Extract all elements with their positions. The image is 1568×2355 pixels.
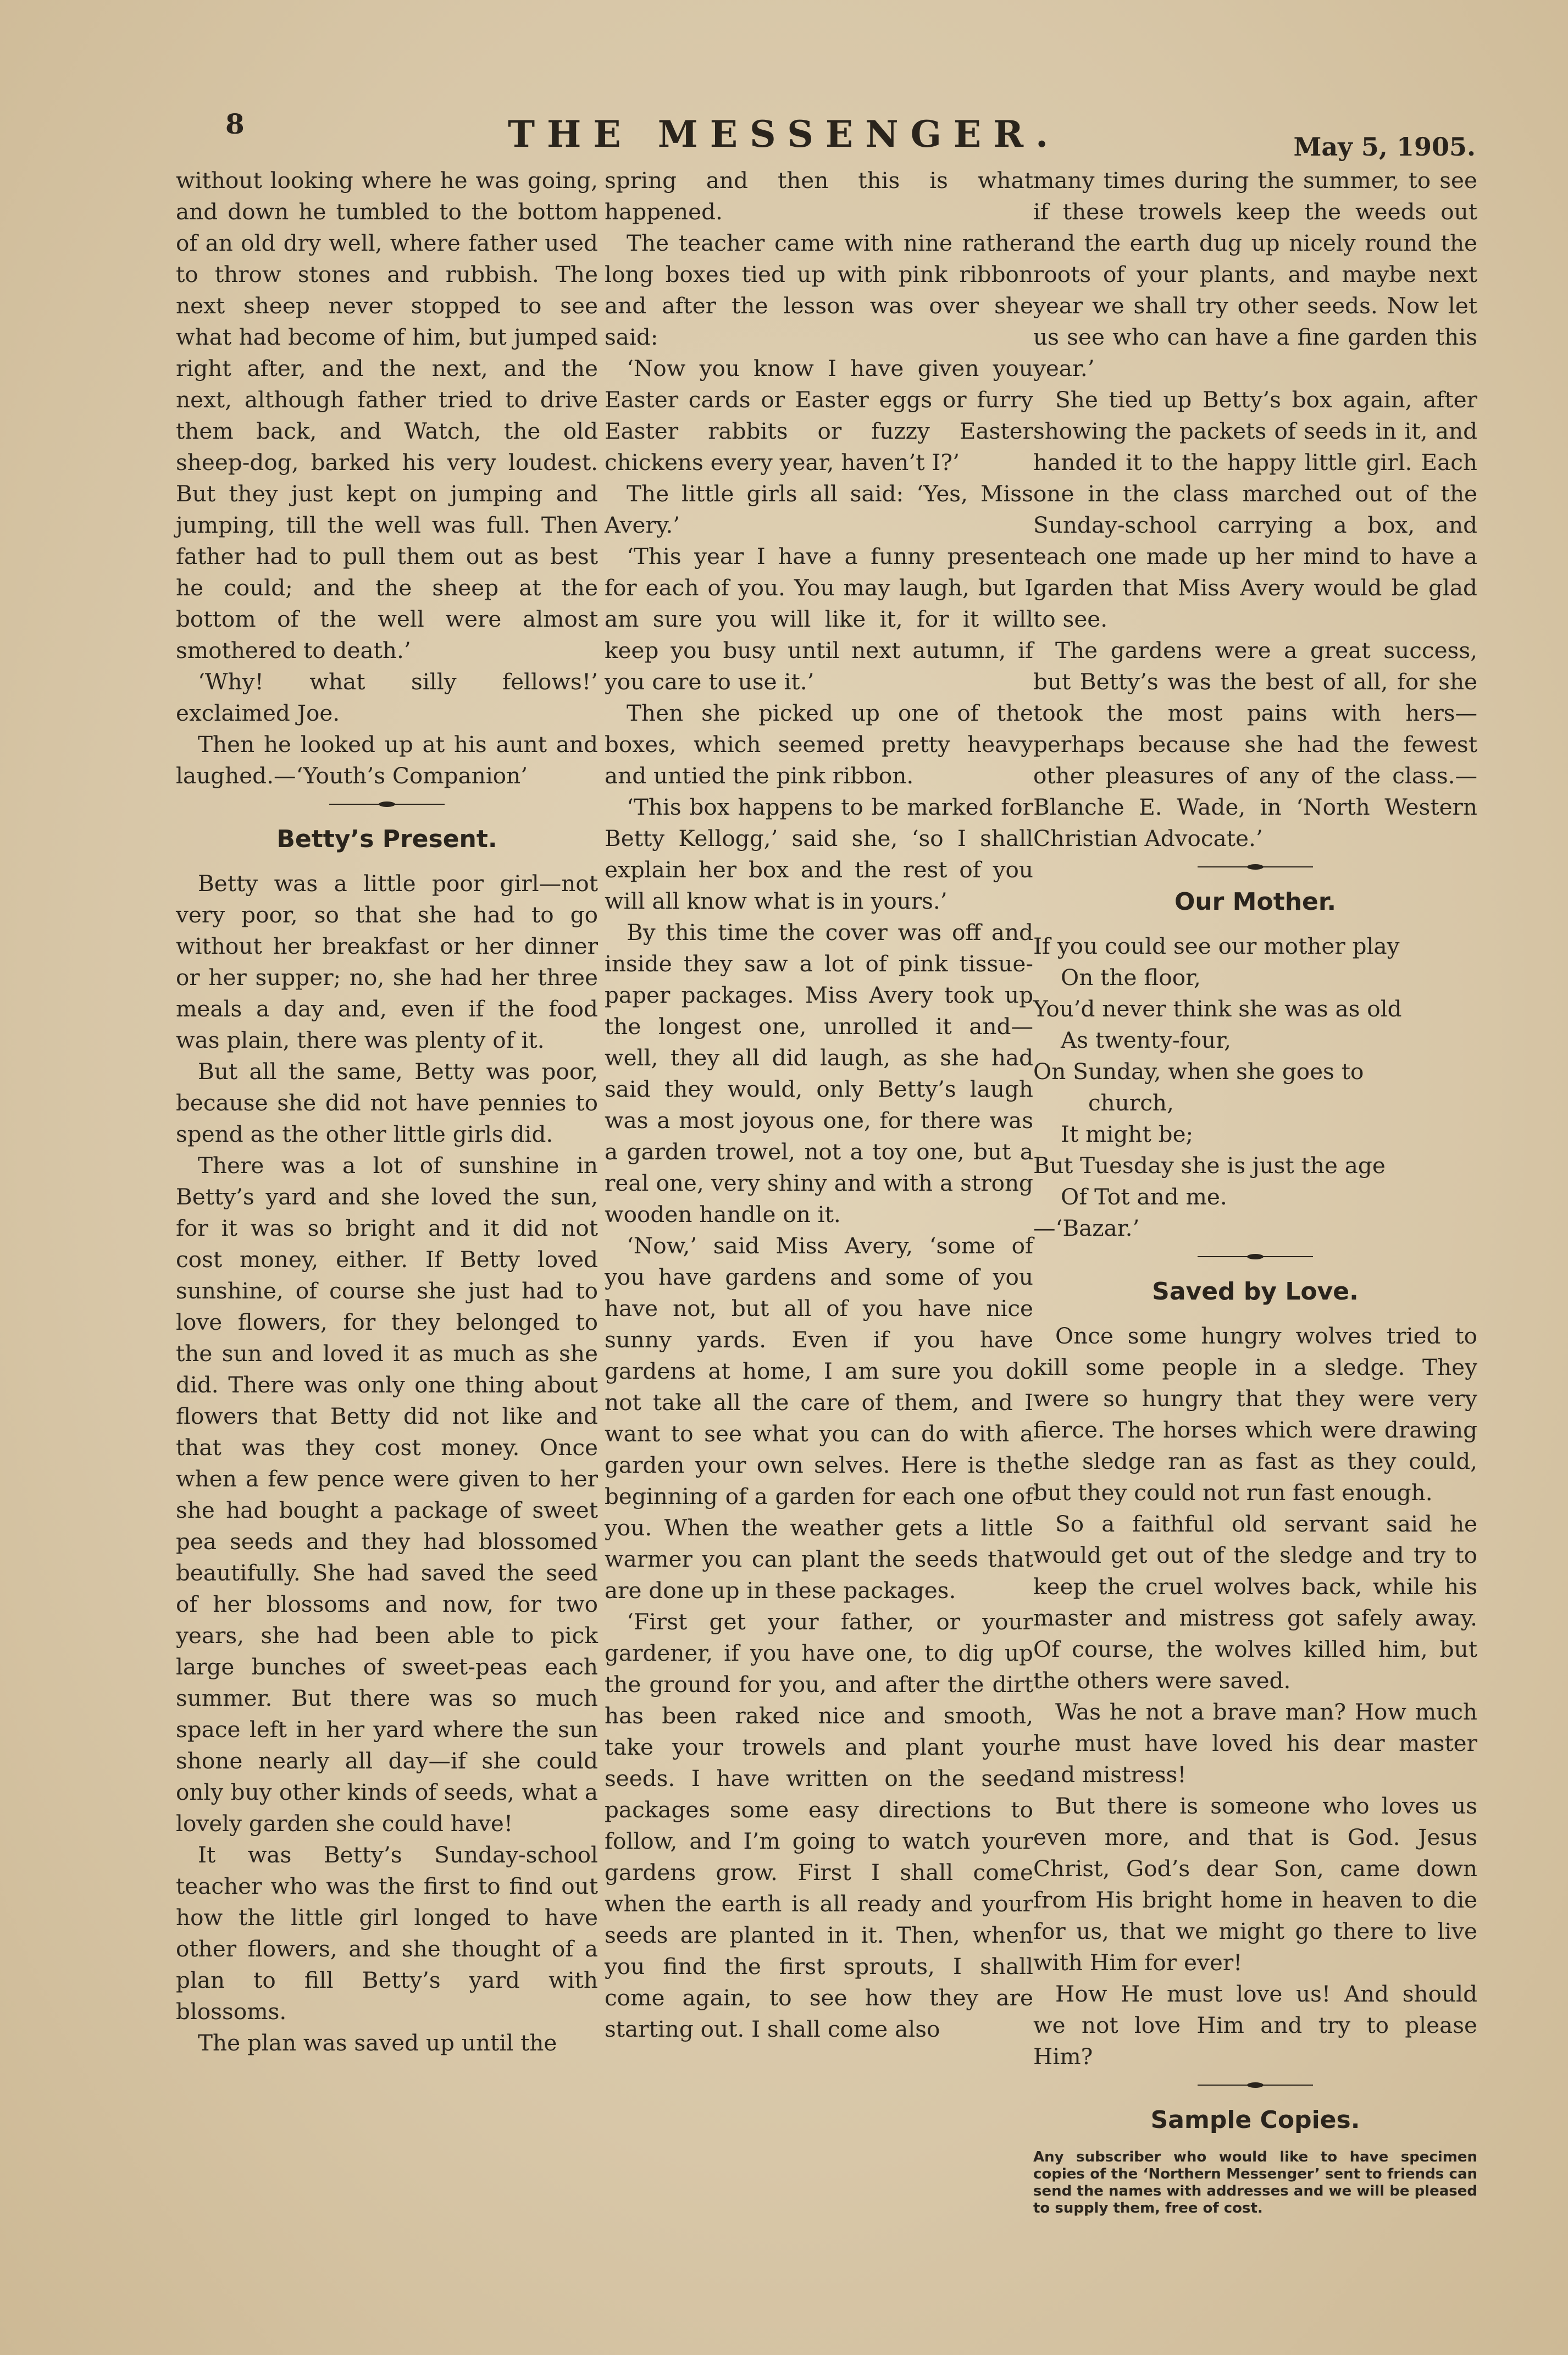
article-heading-sample-copies: Sample Copies.: [1150, 2106, 1360, 2134]
paragraph: ‘Why! what silly fellows!’ exclaimed Joe.: [176, 668, 598, 726]
paragraph: But there is someone who loves us even more, and that is God. Jesus Christ, God’s dear Son, came down from His bright home in heaven to die for us, that we might go there to live with Him for ever!: [1033, 1793, 1477, 1976]
article-heading-bettys-present: Betty’s Present.: [276, 825, 497, 853]
paragraph: The little girls all said: ‘Yes, Miss Avery.’: [605, 480, 1033, 538]
paragraph: ‘Now,’ said Miss Avery, ‘some of you have gardens and some of you have not, but all of you have nice sunny yards. Even if you have gardens at home, I am sure you do not take all the care of them, and I want to see what you can do with a garden your own selves. Here is the beginning of a garden for each one of you. When the weather gets a little warmer you can plant the seeds that are done up in these packages.: [605, 1232, 1033, 1604]
section-divider: [329, 801, 445, 807]
paragraph: There was a lot of sunshine in Betty’s yard and she loved the sun, for it was so bright and it did not cost money, either. If Betty loved sunshine, of course she just had to love flowers, for they belonged to the sun and loved it as much as she did. There was only one thing about flowers that Betty did not like and that was they cost money. Once when a few pence were given to her she had bought a package of sweet pea seeds and they had blossomed beautifully. She had saved the seed of her blossoms and now, for two years, she had been able to pick large bunches of sweet-peas each summer. But there was so much space left in her yard where the sun shone nearly all day—if she could only buy other kinds of seeds, what a lovely garden she could have!: [176, 1152, 598, 1837]
column-1: [176, 165, 598, 2059]
paragraph: ‘Now you know I have given you Easter cards or Easter eggs or furry Easter rabbits or fuzzy Easter chickens every year, haven’t I?’: [605, 355, 1033, 476]
paragraph: The teacher came with nine rather long boxes tied up with pink ribbon and after the lesson was over she said:: [605, 230, 1033, 350]
paragraph: ‘This box happens to be marked for Betty Kellogg,’ said she, ‘so I shall explain her box and the rest of you will all know what is in yours.’: [605, 794, 1033, 914]
paragraph: Then he looked up at his aunt and laughed.—‘Youth’s Companion’: [176, 731, 598, 789]
paragraph: ‘This year I have a funny present for each of you. You may laugh, but I am sure you will like it, for it will keep you busy until next autumn, if you care to use it.’: [605, 543, 1033, 695]
page-header: [0, 0, 1568, 165]
paragraph: How He must love us! And should we not love Him and try to please Him?: [1033, 1981, 1477, 2070]
paragraph: The plan was saved up until the: [198, 2030, 557, 2056]
column-2: [605, 165, 1033, 2045]
paragraph: spring and then this is what happened.: [605, 167, 1033, 225]
article-heading-our-mother: Our Mother.: [1174, 888, 1337, 916]
paragraph: Betty was a little poor girl—not very poor, so that she had to go without her breakfast or her dinner or her supper; no, she had her three meals a day and, even if the food was plain, there was plenty of it.: [176, 870, 598, 1053]
column-3: [1033, 165, 1477, 2217]
section-divider: [1198, 2082, 1313, 2088]
page-number: 8: [225, 108, 245, 140]
issue-date: May 5, 1905.: [1293, 132, 1476, 162]
paragraph: By this time the cover was off and inside they saw a lot of pink tissue-paper packages. Miss Avery took up the longest one, unrolled it and—well, they all did laugh, as she had said they would, only Betty’s laugh was a most joyous one, for there was a garden trowel, not a toy one, but a real one, very shiny and with a strong wooden handle on it.: [605, 919, 1033, 1228]
poem: [1033, 931, 1477, 1244]
paragraph: Was he not a brave man? How much he must have loved his dear master and mistress!: [1033, 1699, 1477, 1788]
poem-line: But Tuesday she is just the age: [1033, 1152, 1386, 1179]
section-divider: [1198, 864, 1313, 870]
section-divider: [1198, 1254, 1313, 1259]
paragraph: without looking where he was going, and down he tumbled to the bottom of an old dry well, where father used to throw stones and rubbish. The next sheep never stopped to see what had become of him, but jumped right after, and the next, and the next, although father tried to drive them back, and Watch, the old sheep-dog, barked his very loudest. But they just kept on jumping and jumping, till the well was full. Then father had to pull them out as best he could; and the sheep at the bottom of the well were almost smothered to death.’: [176, 167, 598, 664]
poem-source: —‘Bazar.’: [1033, 1215, 1140, 1241]
paragraph: The gardens were a great success, but Betty’s was the best of all, for she took the most pains with hers—perhaps because she had the fewest other pleasures of any of the class.—Blanche E. Wade, in ‘North Western Christian Advocate.’: [1033, 637, 1477, 852]
paragraph: So a faithful old servant said he would get out of the sledge and try to keep the cruel wolves back, while his master and mistress got safely away. Of course, the wolves killed him, but the others were saved.: [1033, 1511, 1477, 1694]
paragraph: ‘First get your father, or your gardener, if you have one, to dig up the ground for you, and after the dirt has been raked nice and smooth, take your trowels and plant your seeds. I have written on the seed packages some easy directions to follow, and I’m going to watch your gardens grow. First I shall come when the earth is all ready and your seeds are planted in it. Then, when you find the first sprouts, I shall come again, to see how they are starting out. I shall come also: [605, 1608, 1033, 2042]
poem-line: church,: [1088, 1090, 1174, 1116]
article-heading-saved-by-love: Saved by Love.: [1152, 1278, 1359, 1306]
paragraph: But all the same, Betty was poor, because she did not have pennies to spend as the other little girls did.: [176, 1058, 598, 1147]
poem-line: You’d never think she was as old: [1033, 996, 1402, 1022]
paragraph: Then she picked up one of the boxes, which seemed pretty heavy and untied the pink ribbon.: [605, 700, 1033, 789]
poem-line: On Sunday, when she goes to: [1033, 1058, 1364, 1085]
paragraph: many times during the summer, to see if these trowels keep the weeds out and the earth dug up nicely round the roots of your plants, and maybe next year we shall try other seeds. Now let us see who can have a fine garden this year.’: [1033, 167, 1477, 382]
poem-line: If you could see our mother play: [1033, 933, 1400, 959]
poem-line: Of Tot and me.: [1061, 1184, 1227, 1210]
poem-line: It might be;: [1061, 1121, 1194, 1147]
paragraph: She tied up Betty’s box again, after showing the packets of seeds in it, and handed it to the happy little girl. Each one in the class marched out of the Sunday-school carrying a box, and each one made up her mind to have a garden that Miss Avery would be glad to see.: [1033, 386, 1477, 632]
poem-line: As twenty-four,: [1061, 1027, 1231, 1053]
sample-copies-notice: Any subscriber who would like to have specimen copies of the ‘Northern Messenger’ sent to friends can send the names with addresses and we will be pleased to supply them, free of cost.: [1033, 2149, 1477, 2216]
paragraph: Once some hungry wolves tried to kill some people in a sledge. They were so hungry that they were very fierce. The horses which were drawing the sledge ran as fast as they could, but they could not run fast enough.: [1033, 1323, 1477, 1506]
poem-line: On the floor,: [1061, 964, 1201, 991]
masthead-title: THE MESSENGER.: [507, 113, 1061, 156]
paragraph: It was Betty’s Sunday-school teacher who was the first to find out how the little girl longed to have other flowers, and she thought of a plan to fill Betty’s yard with blossoms.: [176, 1842, 598, 2025]
